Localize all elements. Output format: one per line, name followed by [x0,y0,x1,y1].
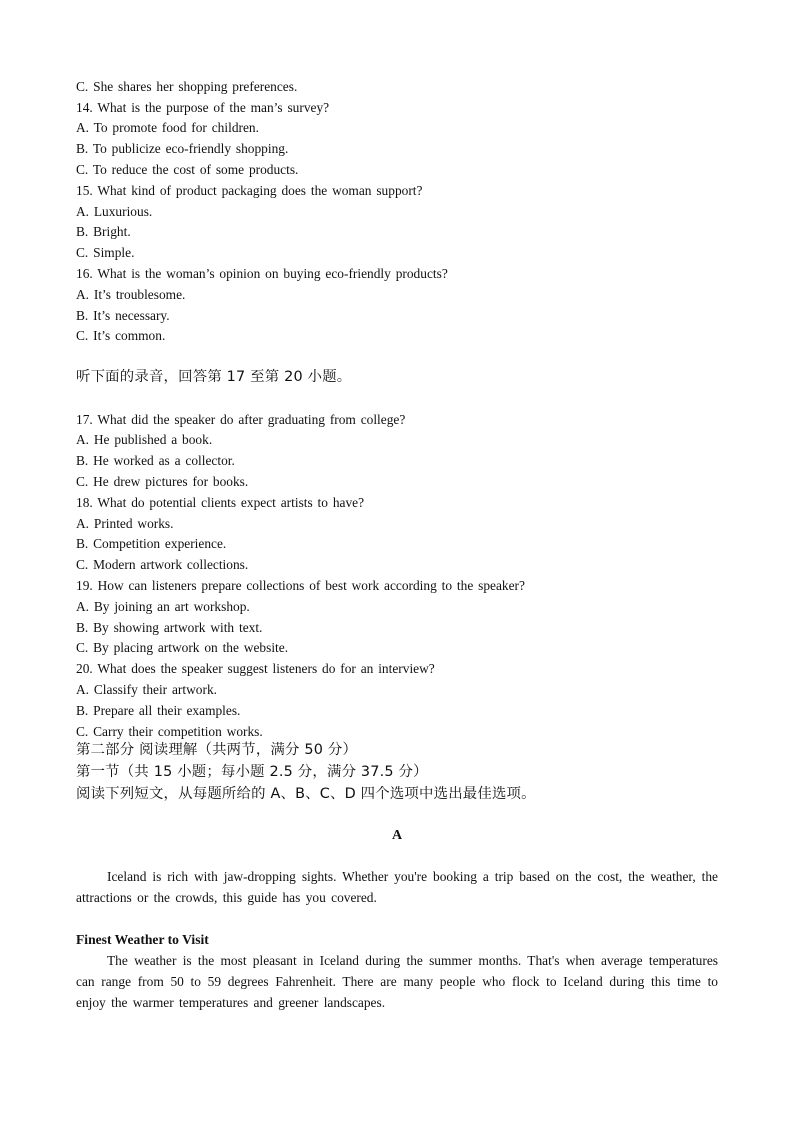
question-15: 15. What kind of product packaging does the woman support? [76,183,423,198]
option-18c: C. Modern artwork collections. [76,557,249,572]
option-17a: A. He published a book. [76,432,213,447]
option-20b: B. Prepare all their examples. [76,703,241,718]
option-20a: A. Classify their artwork. [76,682,217,697]
option-16b: B. It’s necessary. [76,308,170,323]
option-19c: C. By placing artwork on the website. [76,640,289,655]
question-20: 20. What does the speaker suggest listeners do for an interview? [76,661,435,676]
option-18a: A. Printed works. [76,516,174,531]
reading-directions: 阅读下列短文，从每题所给的 A、B、C、D 四个选项中选出最佳选项。 [76,786,536,802]
question-14: 14. What is the purpose of the man’s survey? [76,100,330,115]
option-16c: C. It’s common. [76,328,166,343]
intro-paragraph: Iceland is rich with jaw-dropping sights. Whether you're booking a trip based on the cost, the weather, the attractions or the crowds, this guide has you covered. [76,869,718,905]
listening-instruction: 听下面的录音，回答第 17 至第 20 小题。 [76,369,352,385]
section-one-title: 第一节（共 15 小题；每小题 2.5 分，满分 37.5 分） [76,764,428,780]
option-14a: A. To promote food for children. [76,120,259,135]
part-two-title: 第二部分 阅读理解（共两节，满分 50 分） [76,742,358,758]
option-15b: B. Bright. [76,224,131,239]
question-19: 19. How can listeners prepare collections of best work according to the speaker? [76,578,525,593]
option-19a: A. By joining an art workshop. [76,599,250,614]
question-18: 18. What do potential clients expect artists to have? [76,495,365,510]
option-13c: C. She shares her shopping preferences. [76,79,298,94]
option-16a: A. It’s troublesome. [76,287,186,302]
option-14b: B. To publicize eco-friendly shopping. [76,141,289,156]
option-15c: C. Simple. [76,245,135,260]
weather-paragraph: The weather is the most pleasant in Iceland during the summer months. That's when average temperatures can range from 50 to 59 degrees Fahrenheit. There are many people who flock to Iceland during this time to enjoy the warmer temperatures and greener landscapes. [76,953,718,1010]
option-19b: B. By showing artwork with text. [76,620,263,635]
question-17: 17. What did the speaker do after graduating from college? [76,412,406,427]
option-17b: B. He worked as a collector. [76,453,235,468]
question-16: 16. What is the woman’s opinion on buying eco-friendly products? [76,266,448,281]
option-17c: C. He drew pictures for books. [76,474,249,489]
weather-subheading: Finest Weather to Visit [76,932,209,947]
option-14c: C. To reduce the cost of some products. [76,162,299,177]
option-15a: A. Luxurious. [76,204,153,219]
passage-letter: A [391,828,403,843]
option-20c: C. Carry their competition works. [76,724,263,739]
option-18b: B. Competition experience. [76,536,227,551]
